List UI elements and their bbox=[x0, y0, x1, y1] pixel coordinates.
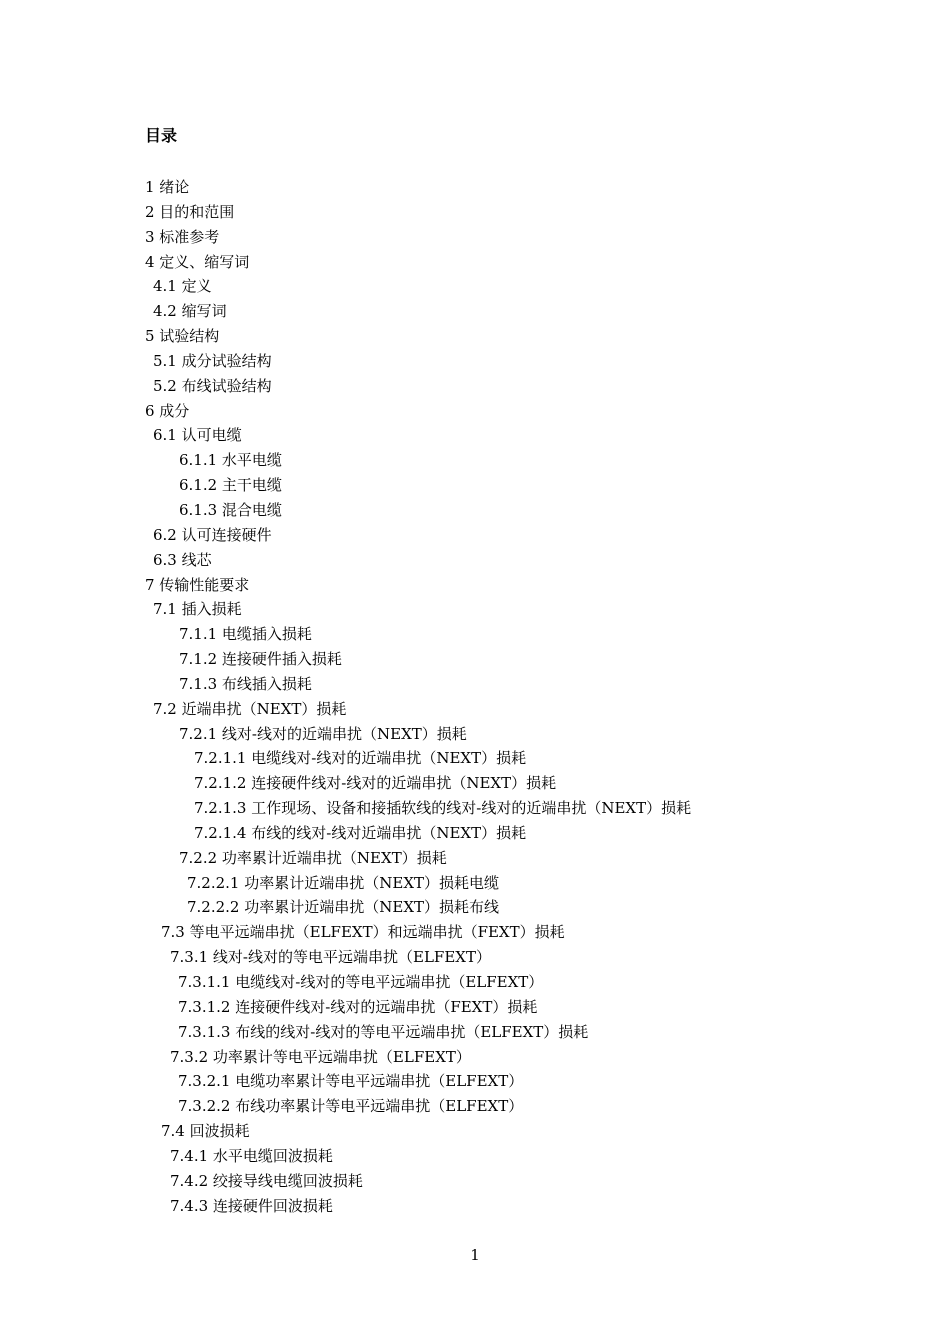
toc-entry-text: 7.2.2.2 功率累计近端串扰（NEXT）损耗布线 bbox=[187, 898, 500, 917]
toc-entry-text: 5 试验结构 bbox=[145, 327, 220, 346]
toc-entry-text: 2 目的和范围 bbox=[145, 202, 235, 221]
toc-entry[interactable] bbox=[0, 200, 950, 225]
toc-entry-text: 7.4.2 绞接导线电缆回波损耗 bbox=[170, 1171, 363, 1190]
toc-entry-text: 7.2.1.1 电缆线对-线对的近端串扰（NEXT）损耗 bbox=[194, 749, 527, 768]
toc-entry-text: 7.2.1.2 连接硬件线对-线对的近端串扰（NEXT）损耗 bbox=[194, 774, 557, 793]
toc-entry[interactable] bbox=[0, 597, 950, 622]
toc-entry[interactable] bbox=[0, 697, 950, 722]
toc-entry[interactable] bbox=[0, 1069, 950, 1094]
toc-entry-text: 5.2 布线试验结构 bbox=[153, 376, 272, 395]
table-of-contents bbox=[0, 175, 950, 1218]
toc-entry[interactable] bbox=[0, 548, 950, 573]
toc-entry-text: 7.4.3 连接硬件回波损耗 bbox=[170, 1196, 333, 1215]
toc-entry[interactable] bbox=[0, 970, 950, 995]
toc-entry[interactable] bbox=[0, 846, 950, 871]
page-title: 目录 bbox=[145, 126, 178, 145]
toc-entry[interactable] bbox=[0, 374, 950, 399]
toc-entry-text: 7.1 插入损耗 bbox=[153, 600, 242, 619]
toc-entry[interactable] bbox=[0, 1020, 950, 1045]
toc-entry[interactable] bbox=[0, 945, 950, 970]
toc-entry[interactable] bbox=[0, 448, 950, 473]
toc-entry[interactable] bbox=[0, 871, 950, 896]
toc-entry[interactable] bbox=[0, 250, 950, 275]
toc-entry[interactable] bbox=[0, 473, 950, 498]
toc-entry-text: 7.3.1.2 连接硬件线对-线对的远端串扰（FEXT）损耗 bbox=[178, 997, 538, 1016]
toc-entry-text: 6 成分 bbox=[145, 401, 190, 420]
toc-entry[interactable] bbox=[0, 498, 950, 523]
toc-entry-text: 7.2.1.4 布线的线对-线对近端串扰（NEXT）损耗 bbox=[194, 823, 527, 842]
toc-entry-text: 7.3 等电平远端串扰（ELFEXT）和远端串扰（FEXT）损耗 bbox=[161, 923, 565, 942]
toc-entry[interactable] bbox=[0, 895, 950, 920]
toc-entry-text: 6.1.2 主干电缆 bbox=[179, 476, 282, 495]
toc-entry[interactable] bbox=[0, 274, 950, 299]
toc-entry[interactable] bbox=[0, 920, 950, 945]
toc-entry[interactable] bbox=[0, 796, 950, 821]
toc-entry-text: 7.2.2.1 功率累计近端串扰（NEXT）损耗电缆 bbox=[187, 873, 500, 892]
toc-entry-text: 7.3.1.1 电缆线对-线对的等电平远端串扰（ELFEXT） bbox=[178, 973, 544, 991]
toc-entry[interactable] bbox=[0, 423, 950, 448]
toc-entry-text: 7.1.1 电缆插入损耗 bbox=[179, 625, 312, 644]
toc-entry[interactable] bbox=[0, 746, 950, 771]
toc-entry[interactable] bbox=[0, 821, 950, 846]
toc-entry[interactable] bbox=[0, 672, 950, 697]
toc-entry[interactable] bbox=[0, 722, 950, 747]
toc-entry-text: 7.3.2.1 电缆功率累计等电平远端串扰（ELFEXT） bbox=[178, 1072, 524, 1091]
toc-entry[interactable] bbox=[0, 175, 950, 200]
toc-entry-text: 7.3.1 线对-线对的等电平远端串扰（ELFEXT） bbox=[170, 948, 491, 967]
toc-entry[interactable] bbox=[0, 647, 950, 672]
toc-entry-text: 7.2 近端串扰（NEXT）损耗 bbox=[153, 699, 347, 718]
toc-entry-text: 7.4.1 水平电缆回波损耗 bbox=[170, 1146, 333, 1165]
toc-entry-text: 6.1.1 水平电缆 bbox=[179, 451, 282, 470]
toc-entry-text: 7.3.2.2 布线功率累计等电平远端串扰（ELFEXT） bbox=[178, 1097, 524, 1116]
toc-entry-text: 7.1.3 布线插入损耗 bbox=[179, 674, 312, 693]
toc-entry[interactable] bbox=[0, 523, 950, 548]
toc-entry[interactable] bbox=[0, 995, 950, 1020]
toc-entry-text: 4.2 缩写词 bbox=[153, 302, 227, 321]
toc-entry-text: 6.2 认可连接硬件 bbox=[153, 525, 272, 544]
toc-entry[interactable] bbox=[0, 299, 950, 324]
toc-entry-text: 6.1.3 混合电缆 bbox=[179, 500, 282, 519]
toc-entry[interactable] bbox=[0, 225, 950, 250]
toc-entry-text: 3 标准参考 bbox=[145, 227, 220, 246]
toc-entry-text: 1 绪论 bbox=[145, 178, 190, 196]
toc-entry-text: 6.3 线芯 bbox=[153, 550, 212, 569]
toc-entry-text: 4.1 定义 bbox=[153, 277, 212, 296]
toc-entry[interactable] bbox=[0, 1194, 950, 1219]
toc-entry[interactable] bbox=[0, 349, 950, 374]
toc-entry[interactable] bbox=[0, 1045, 950, 1070]
toc-entry[interactable] bbox=[0, 1144, 950, 1169]
toc-entry[interactable] bbox=[0, 1169, 950, 1194]
toc-entry-text: 7.3.2 功率累计等电平远端串扰（ELFEXT） bbox=[170, 1047, 471, 1066]
toc-entry-text: 5.1 成分试验结构 bbox=[153, 351, 272, 370]
toc-entry-text: 4 定义、缩写词 bbox=[145, 252, 250, 271]
toc-entry[interactable] bbox=[0, 324, 950, 349]
toc-entry-text: 7.3.1.3 布线的线对-线对的等电平远端串扰（ELFEXT）损耗 bbox=[178, 1022, 589, 1041]
toc-entry[interactable] bbox=[0, 771, 950, 796]
toc-entry[interactable] bbox=[0, 1094, 950, 1119]
toc-entry-text: 7.1.2 连接硬件插入损耗 bbox=[179, 650, 342, 669]
toc-entry-text: 7.4 回波损耗 bbox=[161, 1122, 250, 1141]
page-number: 1 bbox=[470, 1246, 480, 1264]
toc-entry[interactable] bbox=[0, 622, 950, 647]
toc-entry[interactable] bbox=[0, 399, 950, 424]
toc-entry-text: 7.2.1.3 工作现场、设备和接插软线的线对-线对的近端串扰（NEXT）损耗 bbox=[194, 799, 692, 818]
toc-entry-text: 7.2.2 功率累计近端串扰（NEXT）损耗 bbox=[179, 848, 447, 867]
toc-entry-text: 6.1 认可电缆 bbox=[153, 426, 242, 445]
toc-entry-text: 7.2.1 线对-线对的近端串扰（NEXT）损耗 bbox=[179, 724, 467, 743]
toc-entry-text: 7 传输性能要求 bbox=[145, 575, 250, 594]
toc-entry[interactable] bbox=[0, 1119, 950, 1144]
toc-entry[interactable] bbox=[0, 573, 950, 598]
